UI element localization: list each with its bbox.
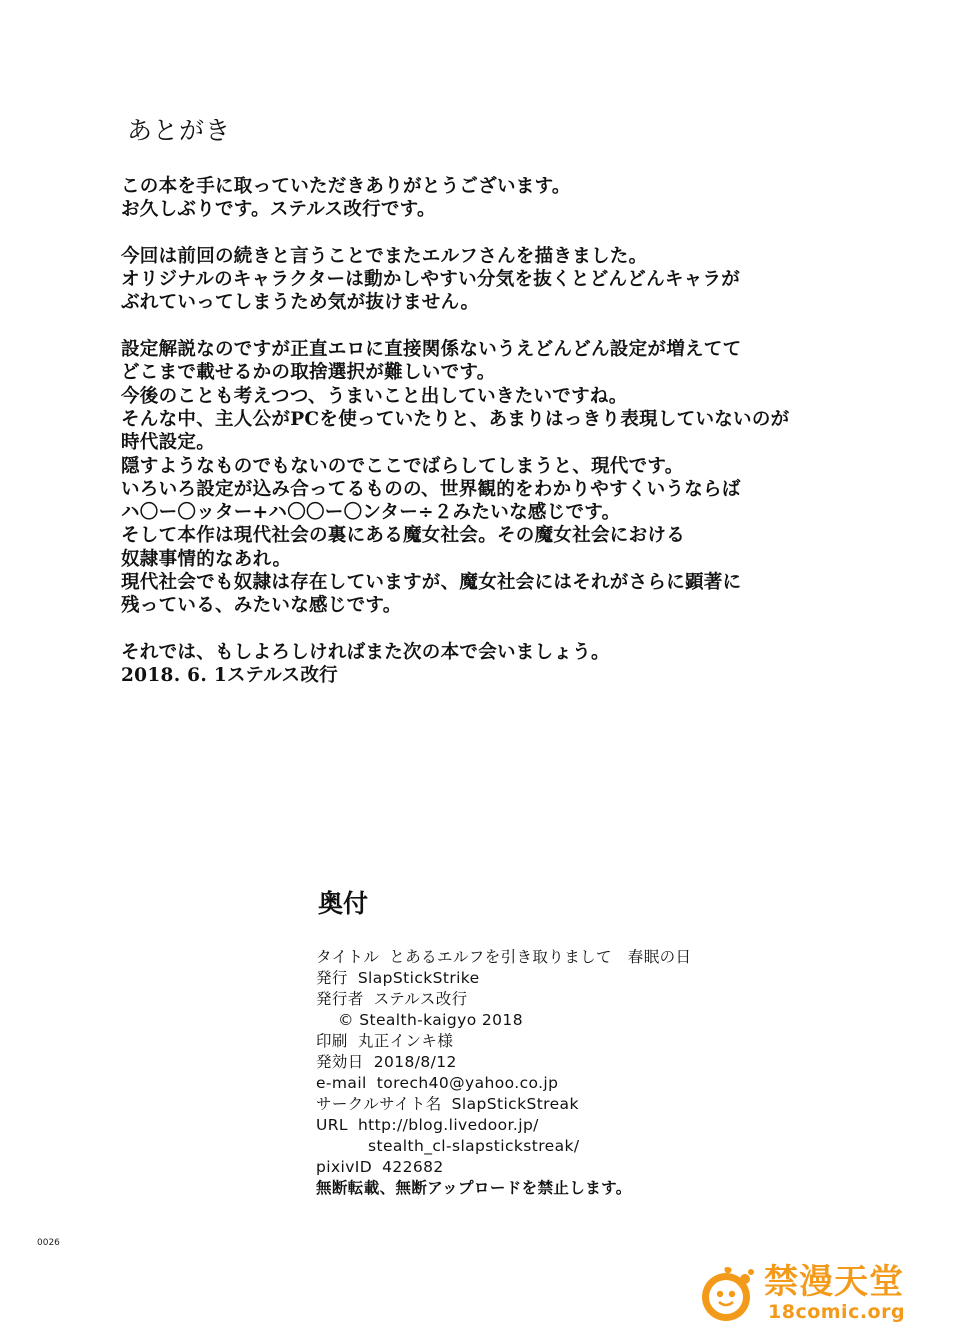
colophon-email-row [316,1073,736,1094]
afterword-line: お久しぶりです。ステルス改行です。 [121,199,436,221]
colophon-label: 発行者 [316,990,364,1008]
afterword-line: 時代設定。 [121,432,216,454]
afterword-line: 残っている、みたいな感じです。 [121,595,402,617]
afterword-line: ぶれていってしまうため気が抜けません。 [121,292,480,314]
afterword-line: 現代社会でも奴隷は存在していますが、魔女社会にはそれがさらに顕著に [121,572,742,594]
afterword-paragraph [121,245,921,315]
colophon-printer-row [316,1031,736,1052]
afterword-line: この本を手に取っていただきありがとうございます。 [121,176,571,197]
afterword-paragraph [121,641,921,688]
colophon-title-row [316,947,736,968]
publisher-value: SlapStickStrike [357,969,480,987]
page-number: 0026 [37,1238,60,1248]
afterword-line: それでは、もしよろしければまた次の本で会いましょう。 [121,641,610,663]
afterword-line: そんな中、主人公がPCを使っていたりと、あまりはっきり表現していないのが [121,408,790,430]
colophon-label: e-mail [316,1074,367,1092]
afterword-paragraph [121,175,921,222]
afterword-body [121,175,921,688]
mascot-logo-icon [698,1265,756,1323]
circle-site-value: SlapStickStreak [451,1095,579,1113]
colophon-date-row [316,1052,736,1073]
afterword-paragraph [121,338,921,618]
afterword-line: 奴隷事情的なあれ。 [121,548,292,570]
site-watermark [698,1257,928,1327]
colophon-title: 奥付 [318,889,369,918]
watermark-url: 18comic.org [768,1301,906,1323]
afterword-line: オリジナルのキャラクターは動かしやすい分気を抜くとどんどんキャラが [121,269,741,291]
colophon-url-row [316,1115,736,1136]
colophon-label: 発効日 [316,1053,364,1071]
afterword-line: 今回は前回の続きと言うことでまたエルフさんを描きました。 [121,245,648,267]
colophon-issuer-row [316,989,736,1010]
colophon-pixiv-row [316,1157,736,1178]
colophon-label: URL [316,1116,348,1134]
afterword-line: いろいろ設定が込み合ってるものの、世界観的をわかりやすくいうならば [121,478,741,500]
issuer-value: ステルス改行 [373,990,468,1008]
email-value: torech40@yahoo.co.jp [376,1074,559,1092]
colophon-label: タイトル [316,948,380,966]
printer-value: 丸正インキ様 [357,1032,454,1050]
afterword-date-signature: 2018. 6. 1ステルス改行 [121,665,338,687]
watermark-title: 禁漫天堂 [764,1262,904,1302]
colophon-label: 発行 [316,969,348,987]
afterword-line: そして本作は現代社会の裏にある魔女社会。その魔女社会における [121,525,686,547]
colophon-label: サークルサイト名 [316,1095,442,1113]
colophon [316,947,736,1199]
afterword-line: 今後のことも考えつつ、うまいこと出していきたいですね。 [121,385,628,407]
url-value: http://blog.livedoor.jp/ [357,1116,539,1134]
pixiv-id-value: 422682 [382,1158,444,1176]
date-value: 2018/8/12 [373,1053,457,1071]
copyright-line: © Stealth-kaigyo 2018 [338,1011,523,1029]
afterword-line: 隠すようなものでもないのでここでばらしてしまうと、現代です。 [121,455,684,477]
colophon-label: 印刷 [316,1032,348,1050]
afterword-line: どこまで載せるかの取捨選択が難しいです。 [121,362,496,384]
afterword-title: あとがき [127,116,232,145]
book-title-value: とあるエルフを引き取りまして 春眠の日 [389,948,692,966]
colophon-circle-row [316,1094,736,1115]
colophon-publisher-row [316,968,736,989]
afterword-line: ハ〇ー〇ッター+ハ〇〇ー〇ンター÷２みたいな感じです。 [121,502,621,524]
url-value-continued: stealth_cl-slapstickstreak/ [368,1137,580,1155]
afterword-line: 設定解説なのですが正直エロに直接関係ないうえどんどん設定が増えてて [121,339,742,361]
reproduction-notice: 無断転載、無断アップロードを禁止します。 [316,1179,632,1197]
colophon-label: pixivID [316,1158,373,1176]
